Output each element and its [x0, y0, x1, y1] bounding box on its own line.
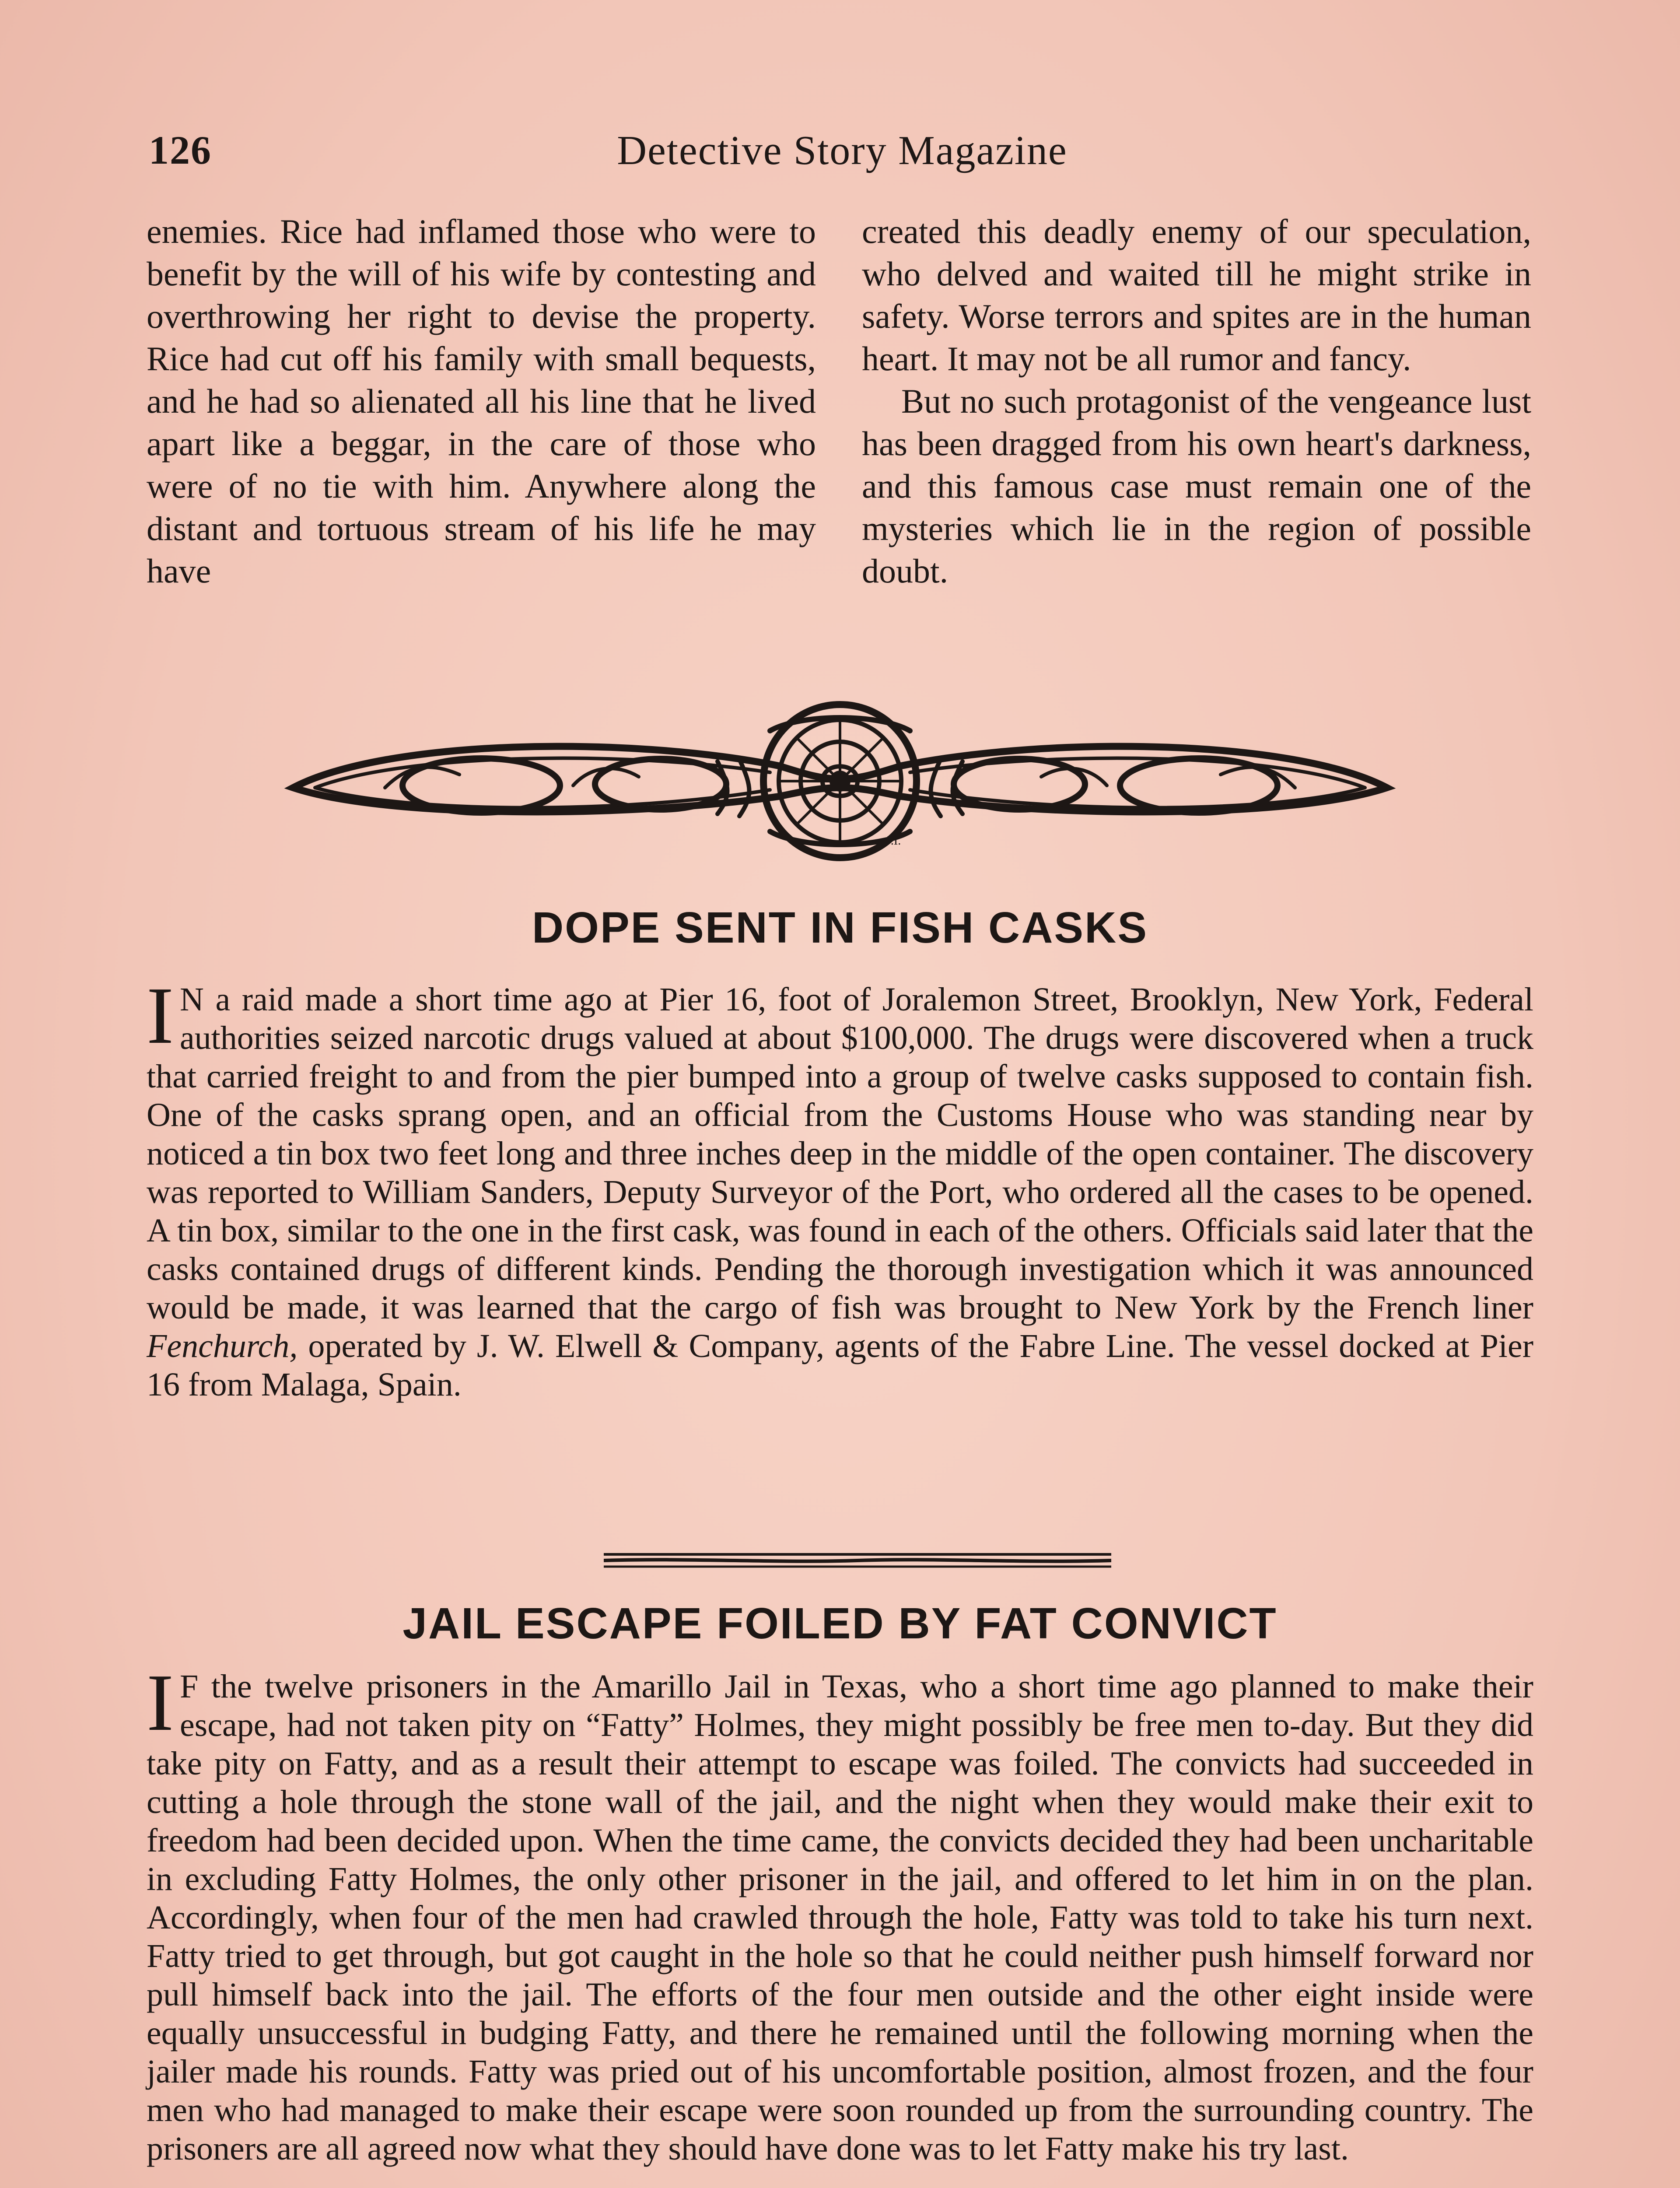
article-jail-escape [147, 1597, 1533, 2168]
article-text-end: operated by J. W. Elwell & Company, agents of the Fabre Line. The vessel docked at Pier 16 from Malaga, Spain. [147, 1328, 1534, 1403]
article-body [147, 1658, 1533, 2168]
page-number: 126 [149, 128, 212, 172]
drop-cap: I [147, 1658, 174, 1748]
right-column-paragraph-1: created this deadly enemy of our speculation, who delved and waited till he might strike in safety. Worse terrors and spites are in the human heart. It may not be all rumor and fancy. [862, 212, 1531, 378]
article-text-start: N a raid made a short time ago at Pier 16, foot of Joralemon Street, Brooklyn, New York, Federal authorities seized narcotic drugs valued at about $100,000. The drugs were discovered when a truck that carried freight to and from the pier bumped into a group of twelve casks supposed to contain fish. One of the casks sprang open, and an official from the Customs House who was standing near by noticed a tin box two feet long and three inches deep in the middle of the open container. The discovery was reported to William Sanders, Deputy Surveyor of the Port, who ordered all the cases to be opened. A tin box, similar to the one in the first cask, was found in each of the others. Officials said later that the casks contained drugs of different kinds. Pending the thorough investigation which it was announced would be made, it was learned that the cargo of fish was brought to New York by the French liner [147, 981, 1533, 1326]
floral-ornament-icon [276, 687, 1404, 871]
ship-name: Fenchurch, [147, 1328, 298, 1364]
drop-cap: I [147, 971, 174, 1061]
two-column-text [147, 210, 1538, 648]
article-title: JAIL ESCAPE FOILED BY FAT CONVICT [402, 1599, 1278, 1648]
ornament-monogram: J.I. [886, 834, 901, 848]
article-body [147, 971, 1534, 1404]
running-title: Detective Story Magazine [617, 128, 1068, 173]
article-dope-fish-casks [147, 901, 1533, 1404]
right-column [862, 210, 1531, 592]
article-text: F the twelve prisoners in the Amarillo Jail in Texas, who a short time ago planned to make their escape, had not taken pity on “Fatty” Holmes, they might possibly be free men to-day. But they did take pity on Fatty, and as a result their attempt to escape was foiled. The convicts had succeeded in cutting a hole through the stone wall of the jail, and the night when they would make their exit to freedom had been decided upon. When the time came, the convicts decided they had been uncharitable in excluding Fatty Holmes, the only other prisoner in the jail, and offered to let him in on the plan. Accordingly, when four of the men had crawled through the hole, Fatty was told to take his turn next. Fatty tried to get through, but got caught in the hole so that he could neither push himself forward nor pull himself back into the jail. The efforts of the four men outside and the other eight inside were equally unsuccessful in budging Fatty, and there he remained until the following morning when the jailer made his rounds. Fatty was pried out of his uncomfortable position, almost frozen, and the four men who had managed to make their escape were soon rounded up from the surrounding country. The prisoners are all agreed now what they should have done was to let Fatty make his try last. [147, 1668, 1533, 2167]
article-title: DOPE SENT IN FISH CASKS [532, 903, 1148, 952]
section-divider [604, 1549, 1111, 1571]
right-column-paragraph-2: But no such protagonist of the vengeance lust has been dragged from his own heart's darkness, and this famous case must remain one of the mysteries which lie in the region of possible doubt. [862, 382, 1531, 590]
left-column [147, 210, 816, 592]
page-header [149, 127, 1536, 184]
left-column-paragraph: enemies. Rice had inflamed those who were to benefit by the will of his wife by contesting and overthrowing her right to devise the property. Rice had cut off his family with small bequests, and he had so alienated all his line that he lived apart like a beggar, in the care of those who were of no tie with him. Anywhere along the distant and tortuous stream of his life he may have [147, 212, 816, 590]
